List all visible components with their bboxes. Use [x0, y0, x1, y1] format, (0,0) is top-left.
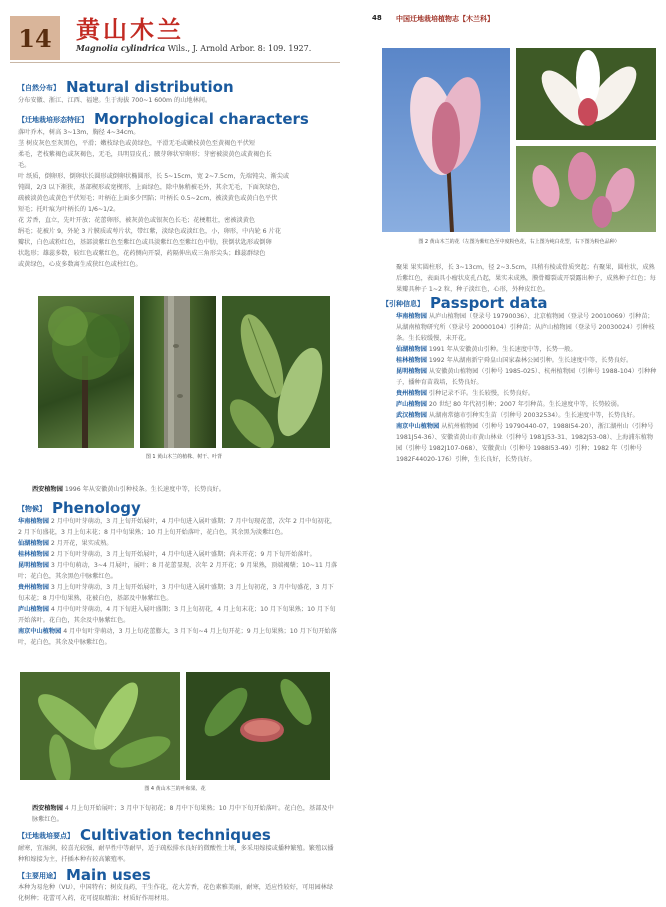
passport-entry: 桂林植物园 1992 年从湖南新宁舜皇山国家森林公园引种。生长速度中等，长势良好。 — [396, 357, 633, 364]
morph-line: 柔毛，老枝紫褐色或灰褐色，无毛，具明显皮孔；腋芽卵状窄卵形；芽密被淡黄色或黄褐色长 — [18, 151, 272, 158]
photo-leaf-underside — [222, 296, 330, 448]
section-en-label: Morphological characters — [94, 110, 309, 128]
section-cn-label: 【迁地栽培要点】 — [18, 831, 74, 840]
morph-line: 瓣状，白色或粉红色，基部淡紫红色至紫红色或具淡紫红色至紫红色中肋，狭倒状匙形或倒卵 — [18, 239, 272, 246]
west-garden-phenology — [32, 803, 334, 825]
phenology-text — [18, 516, 338, 648]
section-en-label: Cultivation techniques — [80, 826, 271, 844]
photo-tree-habit — [38, 296, 134, 448]
morph-line: 钝圆，2/3 以下渐狭，基部楔形或宽楔形，上面绿色，除中脉稍被毛外，其余无毛，下面灰绿色， — [18, 184, 284, 191]
photo-leaves — [20, 672, 180, 780]
distribution-text: 分布安徽、浙江、江西、福建。生于海拔 700~1 600m 的山地林间。 — [18, 97, 212, 104]
morph-line: 状匙形；雄蕊多数，较红色或紫红色，花药侧向开裂，药隔伸出成三角形尖头；雌蕊群绿色 — [18, 250, 266, 257]
section-cn-label: 【迁地栽培形态特征】 — [18, 115, 88, 124]
morph-line: 毛。 — [18, 162, 31, 169]
garden-note: 4 月上旬开始展叶；3 月中下旬初花；8 月中下旬果熟；10 月中下旬开始落叶。花白色，基部及中脉紫红色。 — [32, 805, 334, 823]
morph-line: 绢毛；花被片 9，外轮 3 片膜质或萼片状，带红紫，淡绿色或淡红色，小，卵形，中内轮 6 片花 — [18, 228, 281, 235]
morph-line: 或黄绿色，心皮多数离生成狭红色或柱红色。 — [18, 261, 142, 268]
morph-line: 短毛；托叶痕为叶柄长的 1/6~1/2。 — [18, 206, 120, 213]
figure-1-caption: 图 1 黄山木兰的植株、树干、叶背 — [145, 454, 223, 460]
morph-line: 落叶乔木，树高 3~13m，胸径 4~34cm。 — [18, 129, 140, 136]
morph-line: 花 芳香，直立，先叶开放；花蕾卵形，被灰黄色或银灰色长毛；花梗粗壮，密被淡黄色 — [18, 217, 256, 224]
latin-binomial: Magnolia cylindrica — [76, 43, 166, 53]
photo-fruit — [186, 672, 330, 780]
section-en-label: Phenology — [52, 499, 141, 517]
species-number-badge: 14 — [10, 16, 60, 60]
passport-text — [396, 311, 658, 465]
section-phenology-heading — [18, 499, 141, 517]
passport-entry: 贵州植物园 引种记录不详。生长较慢，长势良好。 — [396, 390, 535, 397]
leaves-photo-illustration — [20, 672, 180, 780]
uses-text: 本种为易危种（VU），中国特有；树皮良药，干生作花，花大芳香，花色素雅美丽，耐寒，适应性较好，可用园林绿化树种；花蕾可入药，花可提取精油；材质好作用材用。 — [18, 884, 334, 902]
morph-line: 茎 树皮灰色至灰黑色，平滑；嫩枝绿色或黄绿色，平滑无毛或嫩枝黄色至黄褐色平伏短 — [18, 140, 256, 147]
section-en-label: Main uses — [66, 866, 151, 884]
photo-flower-cultivar — [516, 146, 656, 232]
morph-line: 叶 纸质，倒卵形、倒卵状长圆形或倒卵状椭圆形，长 5~15cm，宽 2~7.5cm，先端钝尖、渐尖或 — [18, 173, 290, 180]
phenology-entry: 昆明植物园 3 月中旬萌动，3~4 月展叶，展叶；8 月花蕾显现，次年 2 月开花；9 月果熟，顶端褐蘖；10~11 月落叶；花白色，其余黑色中脉紫红色。 — [18, 562, 338, 580]
photo-tree-trunk — [140, 296, 216, 448]
tree-photo-illustration — [38, 296, 134, 448]
cultivation-text: 耐寒，宜湿润，较喜光较强，耐旱性中等耐旱，适于疏松排水良好的微酸性土壤，多采用嫁接或播种繁殖。繁殖以播种和嫁接为主，扦插本种有较高繁殖率。 — [18, 845, 334, 863]
section-cn-label: 【自然分布】 — [18, 83, 60, 92]
section-cn-label: 【引种信息】 — [382, 299, 424, 308]
figure-4-caption: 图 4 黄山木兰的叶和果、花 — [144, 786, 206, 792]
latin-author: Wils., J. Arnold Arbor. 8: 109. 1927. — [167, 44, 312, 53]
garden-name: 西安植物园 — [32, 805, 63, 812]
flower-white-illustration — [516, 48, 656, 140]
morphology-text — [18, 127, 340, 270]
garden-note: 1996 年从安徽黄山引种枝条。生长速度中等，长势良好。 — [64, 486, 225, 493]
section-distribution-heading — [18, 78, 234, 96]
passport-entry: 昆明植物园 从安徽黄山植物园（引种号 1985-025）、杭州植物园（引种号 1988-104）引种种子，播种育苗栽培，长势良好。 — [396, 368, 657, 386]
phenology-entry: 庐山植物园 4 月中旬叶芽萌动，4 月下旬进入展叶盛期；3 月上旬初花，4 月上旬末花；10 月下旬果熟；10 月下旬开始落叶。花白色，其余及中脉紫红色。 — [18, 606, 336, 624]
phenology-entry: 仙湖植物园 2 月开花，果实成熟。 — [18, 540, 113, 547]
garden-name: 西安植物园 — [32, 486, 63, 493]
fruit-description: 聚果 果实圆柱形，长 3~13cm，径 2~3.5cm，具稍有棱或骨质突起；有聚果，圆柱状，成熟后紫红色，表面具小瘤状皮孔凸起，果实未成熟，膜骨瓣裂或开裂露出种子，成熟种子红色；每果瓣具种子 1~2 粒，种子淡红色，心形，外种皮红色。 — [396, 264, 656, 293]
passport-entry: 武汉植物园 从湖南常德市引种实生苗（引种号 20032534）。生长速度中等，长势良好。 — [396, 412, 639, 419]
section-en-label: Natural distribution — [66, 78, 234, 96]
section-cultivation-heading — [18, 826, 271, 844]
section-en-label: Passport data — [430, 294, 548, 312]
phenology-entry: 贵州植物园 3 月上旬叶芽萌动，3 月上旬开始展叶，3 月中旬进入展叶盛期；3 月上旬初花，3 月中旬盛花，3 月下旬末花；8 月中旬果熟，花被白色，基部及中脉紫红色。 — [18, 584, 334, 602]
section-cn-label: 【主要用途】 — [18, 871, 60, 880]
passport-entry: 仙湖植物园 1991 年从安徽黄山引种。生长速度中等，长势一般。 — [396, 346, 577, 353]
title-divider — [10, 62, 340, 63]
flower-pink-illustration — [382, 48, 510, 232]
running-header: 中国迁地栽培植物志【木兰科】 — [396, 15, 494, 23]
passport-entry: 华南植物园 从庐山植物园（登录号 19790036）、北京植物园（登录号 20010069）引种苗；从湖南植物研究所（登录号 20000104）引种苗；从庐山植物园（登录号 20030024）引种枝条。生长较缓慢，未开花。 — [396, 313, 655, 342]
figure-2-caption: 图 2 黄山木兰的花（左图为紫红色至中度粉色花，右上图为纯白花型，右下图为粉色品种） — [418, 239, 620, 245]
phenology-entry: 华南植物园 2 月中旬叶芽萌动，3 月上旬开始展叶，4 月中旬进入展叶盛期；7 月中旬现花蕾，次年 2 月中旬初花，2 月下旬盛花，3 月上旬末花；8 月中旬果熟；10 月上旬开始落叶，花白色，其余黑为淡紫红色。 — [18, 518, 337, 536]
species-title: 黄山木兰 — [76, 15, 184, 44]
latin-name — [76, 43, 311, 53]
trunk-photo-illustration — [140, 296, 216, 448]
passport-entry: 庐山植物园 20 世纪 80 年代初引种；2007 年引种苗。生长速度中等，长势较弱。 — [396, 401, 623, 408]
phenology-entry: 南京中山植物园 4 月中旬叶芽萌动，3 月上旬花蕾膨大，3 月下旬~4 月上旬开花；9 月上旬果熟；10 月下旬开始落叶，花白色，其余及中脉紫红色。 — [18, 628, 337, 646]
passport-entry: 南京中山植物园 从杭州植物园（引种号 19790440-07，1988I54-20），浙江湖州山（引种号 1981J54-36）、安徽省黄山市黄山林业（引种号 1981J53-31、1982J53-08）、上海浦东植物园（引种号 1982J107-068）、安徽黄山（引种号 1988I53-49）引种；1982 年（引种号 1982F44020-176）引种，生长良好，长势良好。 — [396, 423, 654, 463]
section-passport-heading — [382, 294, 548, 312]
west-garden-passport — [32, 484, 332, 495]
flower-cultivar-illustration — [516, 146, 656, 232]
morph-line: 疏被淡黄色或黄色平伏短毛；叶柄在上面多少凹陷；叶柄长 0.5~2cm，被淡黄色或黄白色平伏 — [18, 195, 278, 202]
section-morphology-heading — [18, 110, 309, 128]
page-number: 48 — [372, 14, 382, 22]
photo-flower-white — [516, 48, 656, 140]
phenology-entry: 桂林植物园 2 月下旬叶芽萌动，3 月上旬开始展叶，4 月中旬进入展叶盛期；尚未开花；9 月下旬开始落叶。 — [18, 551, 316, 558]
fruit-photo-illustration — [186, 672, 330, 780]
leaf-photo-illustration — [222, 296, 330, 448]
photo-flower-pink — [382, 48, 510, 232]
section-cn-label: 【物候】 — [18, 504, 46, 513]
